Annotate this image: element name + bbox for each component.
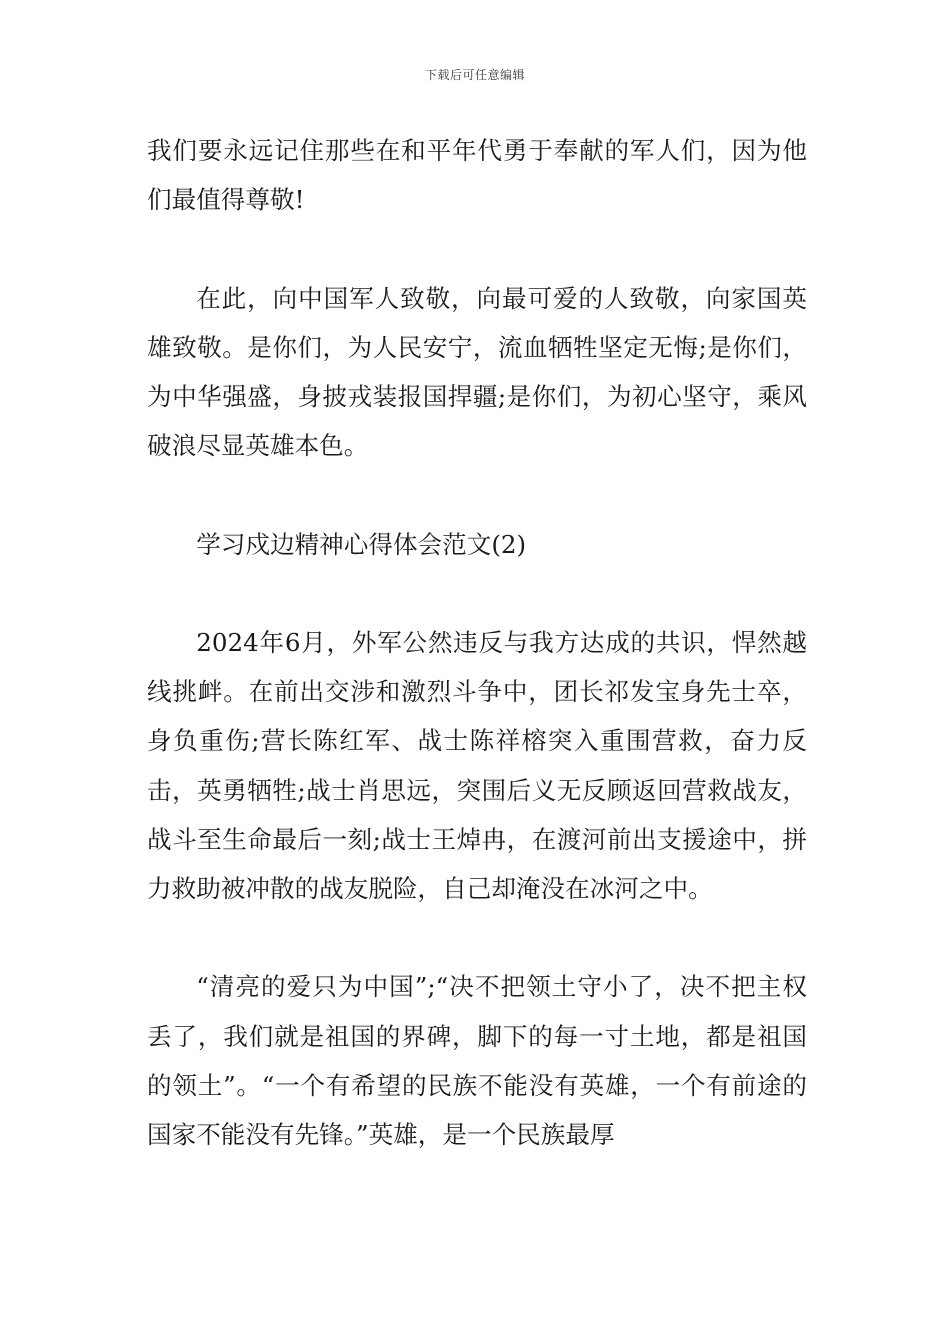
paragraph-event-account: 2024年6月，外军公然违反与我方达成的共识，悍然越线挑衅。在前出交涉和激烈斗争中，团长祁发宝身先士卒，身负重伤;营长陈红军、战士陈祥榕突入重围营救，奋力反击，英勇牺牲;战士肖思远，突围后义无反顾返回营救战友，战斗至生命最后一刻;战士王焯冉，在渡河前出支援途中，拼力救助被冲散的战友脱险，自己却淹没在冰河之中。 — [147, 627, 807, 903]
page-header-note: 下载后可任意编辑 — [424, 68, 525, 82]
paragraph-quotes: “清亮的爱只为中国”;“决不把领土守小了，决不把主权丢了，我们就是祖国的界碑，脚下的每一寸土地，都是祖国的领土”。“一个有希望的民族不能没有英雄，一个有前途的国家不能没有先锋。”英雄，是一个民族最厚 — [147, 972, 807, 1149]
section-heading: 学习戍边精神心得体会范文(2) — [196, 529, 527, 559]
paragraph-closing-remark: 我们要永远记住那些在和平年代勇于奉献的军人们，因为他们最值得尊敬! — [147, 136, 807, 215]
paragraph-tribute: 在此，向中国军人致敬，向最可爱的人致敬，向家国英雄致敬。是你们，为人民安宁，流血牺牲坚定无悔;是你们，为中华强盛，身披戎装报国捍疆;是你们，为初心坚守，乘风破浪尽显英雄本色。 — [147, 283, 807, 461]
document-body — [147, 126, 807, 1159]
